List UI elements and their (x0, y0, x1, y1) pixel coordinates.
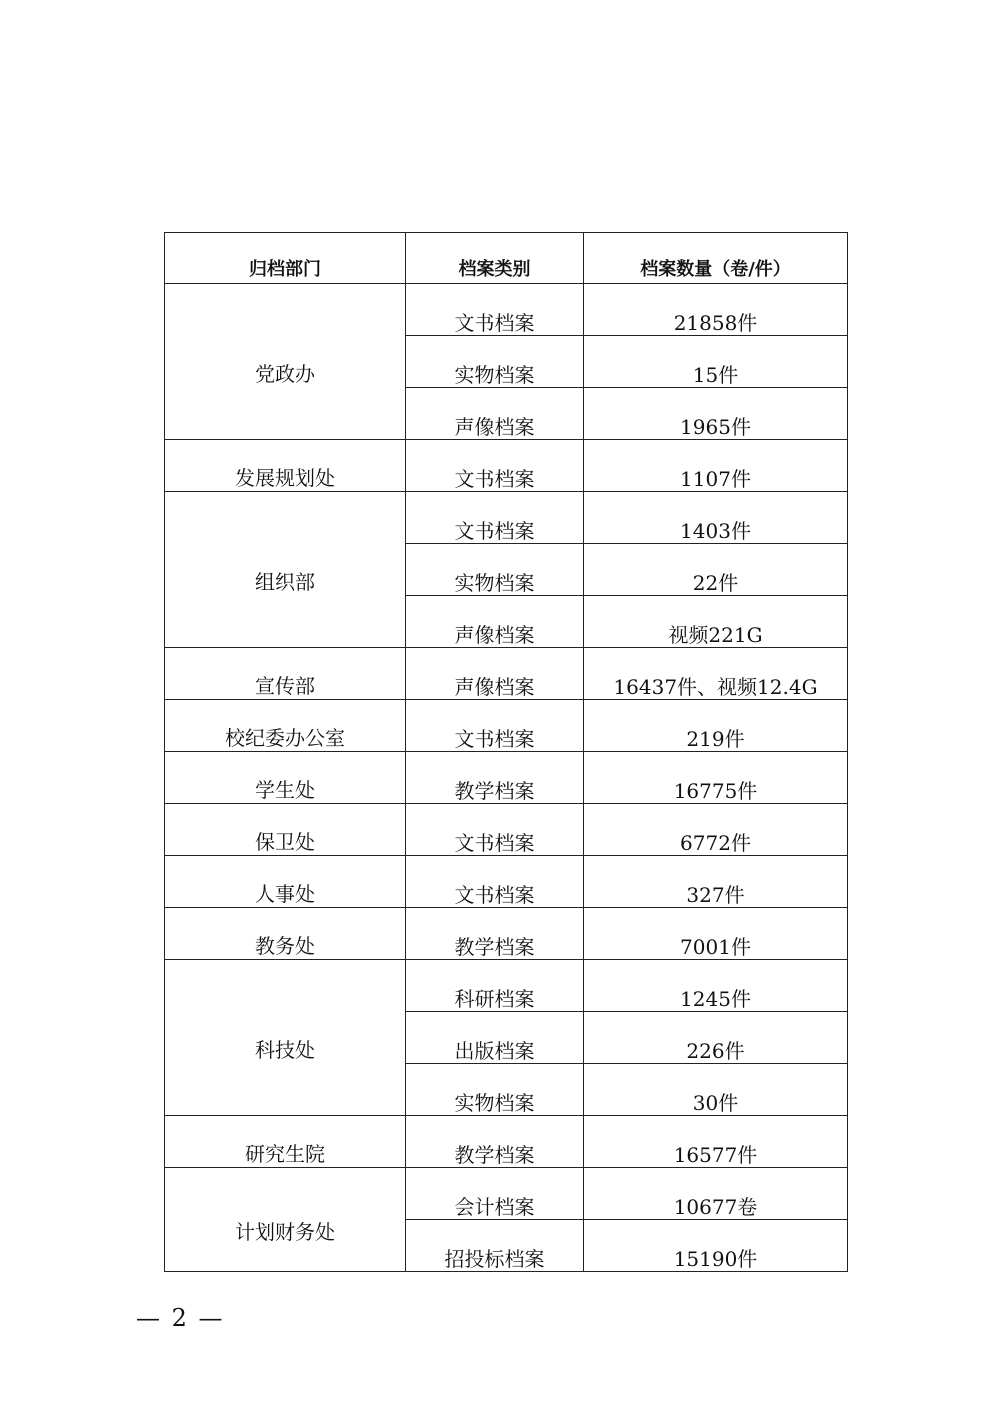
dept-cell (165, 960, 406, 1116)
archive-table (164, 232, 848, 1272)
category-cell: 文书档案 (406, 492, 584, 544)
category-cell: 文书档案 (406, 284, 584, 336)
count-cell: 10677卷 (584, 1168, 848, 1220)
count-cell: 视频221G (584, 596, 848, 648)
table-row (165, 440, 848, 492)
count-cell: 1965件 (584, 388, 848, 440)
category-cell: 文书档案 (406, 856, 584, 908)
dept-cell (165, 752, 406, 804)
category-cell: 声像档案 (406, 648, 584, 700)
count-cell: 15190件 (584, 1220, 848, 1272)
dept-cell (165, 856, 406, 908)
dept-label: 发展规划处 (235, 465, 335, 490)
dept-cell (165, 1168, 406, 1272)
category-cell: 声像档案 (406, 596, 584, 648)
category-cell: 文书档案 (406, 804, 584, 856)
count-cell: 219件 (584, 700, 848, 752)
count-cell: 16437件、视频12.4G (584, 648, 848, 700)
dept-label: 党政办 (255, 361, 315, 386)
category-cell: 文书档案 (406, 440, 584, 492)
category-cell: 实物档案 (406, 544, 584, 596)
dept-cell (165, 700, 406, 752)
dept-cell (165, 492, 406, 648)
category-cell: 文书档案 (406, 700, 584, 752)
count-cell: 226件 (584, 1012, 848, 1064)
table-header-row (165, 233, 848, 284)
count-cell: 15件 (584, 336, 848, 388)
table-row (165, 804, 848, 856)
dept-label: 教务处 (255, 933, 315, 958)
dept-label: 研究生院 (245, 1141, 325, 1166)
header-count: 档案数量（卷/件） (584, 233, 848, 284)
table-body (165, 284, 848, 1272)
count-cell: 30件 (584, 1064, 848, 1116)
count-cell: 1245件 (584, 960, 848, 1012)
dept-cell (165, 648, 406, 700)
table-row (165, 648, 848, 700)
dept-label: 人事处 (255, 881, 315, 906)
table-row (165, 908, 848, 960)
category-cell: 实物档案 (406, 1064, 584, 1116)
dept-cell (165, 284, 406, 440)
table-row (165, 856, 848, 908)
dept-label: 校纪委办公室 (225, 725, 345, 750)
count-cell: 327件 (584, 856, 848, 908)
dept-label: 宣传部 (255, 673, 315, 698)
table-row (165, 1168, 848, 1220)
dept-cell (165, 1116, 406, 1168)
table-row (165, 960, 848, 1012)
count-cell: 16577件 (584, 1116, 848, 1168)
table-row (165, 752, 848, 804)
dept-label: 组织部 (255, 569, 315, 594)
category-cell: 招投标档案 (406, 1220, 584, 1272)
dept-cell (165, 804, 406, 856)
page-number: — 2 — (136, 1304, 225, 1332)
dept-cell (165, 440, 406, 492)
count-cell: 21858件 (584, 284, 848, 336)
count-cell: 16775件 (584, 752, 848, 804)
count-cell: 1403件 (584, 492, 848, 544)
dept-label: 保卫处 (255, 829, 315, 854)
category-cell: 会计档案 (406, 1168, 584, 1220)
count-cell: 6772件 (584, 804, 848, 856)
count-cell: 7001件 (584, 908, 848, 960)
category-cell: 出版档案 (406, 1012, 584, 1064)
category-cell: 声像档案 (406, 388, 584, 440)
header-dept: 归档部门 (165, 233, 406, 284)
table-row (165, 492, 848, 544)
count-cell: 1107件 (584, 440, 848, 492)
dept-label: 计划财务处 (235, 1219, 335, 1244)
dept-cell (165, 908, 406, 960)
category-cell: 实物档案 (406, 336, 584, 388)
category-cell: 教学档案 (406, 752, 584, 804)
header-category: 档案类别 (406, 233, 584, 284)
category-cell: 科研档案 (406, 960, 584, 1012)
table-row (165, 1116, 848, 1168)
category-cell: 教学档案 (406, 908, 584, 960)
count-cell: 22件 (584, 544, 848, 596)
dept-label: 科技处 (255, 1037, 315, 1062)
category-cell: 教学档案 (406, 1116, 584, 1168)
table-row (165, 700, 848, 752)
dept-label: 学生处 (255, 777, 315, 802)
table-row (165, 284, 848, 336)
